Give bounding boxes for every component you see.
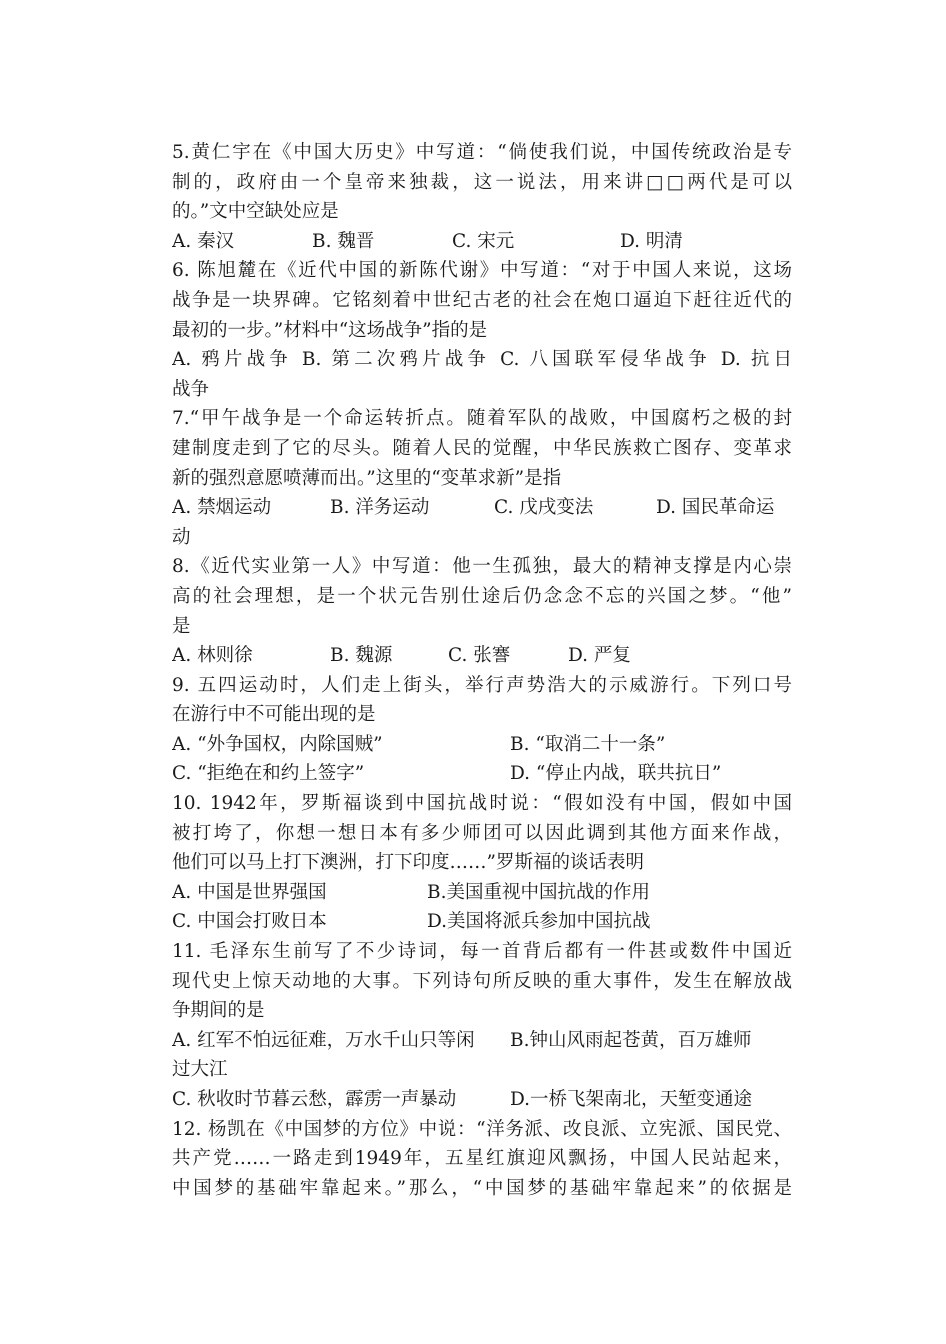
question-stem-line: 制的，政府由一个皇帝来独裁，这一说法，用来讲□□两代是可以: [172, 171, 792, 193]
question-stem-line: 建制度走到了它的尽头。随着人民的觉醒，中华民族救亡图存、变革求: [172, 437, 792, 459]
options-continuation: 过大江: [172, 1059, 228, 1081]
question-stem-line: 中国梦的基础牢靠起来。”那么，“中国梦的基础牢靠起来”的依据是: [172, 1177, 792, 1199]
question-7: [172, 404, 792, 552]
question-10: [172, 789, 792, 937]
question-6: [172, 256, 792, 404]
option-d: D. “停止内战，联共抗日”: [510, 763, 722, 785]
options-row: [172, 730, 792, 760]
question-stem-line: 6. 陈旭麓在《近代中国的新陈代谢》中写道：“对于中国人来说，这场: [172, 260, 792, 282]
option-d: D. 严复: [568, 645, 631, 667]
question-8: [172, 552, 792, 670]
question-stem-line: 被打垮了，你想一想日本有多少师团可以因此调到其他方面来作战，: [172, 822, 792, 844]
question-stem-line: 12. 杨凯在《中国梦的方位》中说：“洋务派、改良派、立宪派、国民党、: [172, 1118, 792, 1140]
option-a: A. “外争国权，内除国贼”: [172, 733, 383, 755]
question-stem-line: 共产党……一路走到1949年，五星红旗迎风飘扬，中国人民站起来，: [172, 1148, 792, 1170]
option-c: C. 戊戌变法: [494, 497, 594, 519]
option-c: C. “拒绝在和约上签字”: [172, 763, 365, 785]
options-row: [172, 878, 792, 908]
option-b: B.美国重视中国抗战的作用: [427, 881, 650, 903]
option-c: C. 中国会打败日本: [172, 911, 327, 933]
question-stem-line: 他们可以马上打下澳洲，打下印度……”罗斯福的谈话表明: [172, 852, 644, 874]
options-row: [172, 1026, 792, 1056]
options-continuation: 动: [172, 526, 191, 548]
option-a: A. 秦汉: [172, 230, 235, 252]
option-d: D. 明清: [620, 230, 683, 252]
option-c: C. 宋元: [452, 230, 515, 252]
question-12: [172, 1115, 792, 1204]
question-stem-line: 最初的一步。”材料中“这场战争”指的是: [172, 319, 488, 341]
option-a: A. 红军不怕远征难，万水千山只等闲: [172, 1029, 475, 1051]
question-stem-line: 高的社会理想，是一个状元告别仕途后仍念念不忘的兴国之梦。“他”: [172, 585, 792, 607]
option-b: B. “取消二十一条”: [510, 733, 666, 755]
options-continuation: 战争: [172, 378, 210, 400]
option-d: D. 国民革命运: [656, 497, 775, 519]
option-a: A. 禁烟运动: [172, 497, 272, 519]
question-11: [172, 937, 792, 1115]
option-b: B. 魏源: [330, 645, 393, 667]
question-stem-line: 战争是一块界碑。它铭刻着中世纪古老的社会在炮口逼迫下赶往近代的: [172, 289, 792, 311]
exam-page: [172, 138, 792, 1203]
option-b: B. 魏晋: [312, 230, 375, 252]
question-stem-line: 9. 五四运动时，人们走上街头，举行声势浩大的示威游行。下列口号: [172, 674, 792, 696]
option-a: A. 林则徐: [172, 645, 253, 667]
options-row: [172, 907, 792, 937]
option-d: D.美国将派兵参加中国抗战: [427, 911, 651, 933]
question-stem-line: 11. 毛泽东生前写了不少诗词，每一首背后都有一件甚或数件中国近: [172, 941, 792, 963]
option-c: C. 秋收时节暮云愁，霹雳一声暴动: [172, 1089, 457, 1110]
option-a: A. 中国是世界强国: [172, 881, 327, 903]
question-stem-line: 新的强烈意愿喷薄而出。”这里的“变革求新”是指: [172, 467, 562, 489]
options-row: [172, 641, 792, 671]
question-stem-line: 的。”文中空缺处应是: [172, 201, 339, 223]
question-5: [172, 138, 792, 256]
question-stem-line: 在游行中不可能出现的是: [172, 704, 376, 726]
options-row: [172, 493, 792, 523]
options-line: A. 鸦片战争 B. 第二次鸦片战争 C. 八国联军侵华战争 D. 抗日: [172, 349, 792, 371]
option-b: B.钟山风雨起苍黄，百万雄师: [510, 1029, 752, 1051]
question-stem-line: 5.黄仁宇在《中国大历史》中写道：“倘使我们说，中国传统政治是专: [172, 142, 792, 163]
question-stem-line: 8.《近代实业第一人》中写道：他一生孤独，最大的精神支撑是内心崇: [172, 556, 792, 578]
question-stem-line: 7.“甲午战争是一个命运转折点。随着军队的战败，中国腐朽之极的封: [172, 408, 792, 430]
question-stem-line: 现代史上惊天动地的大事。下列诗句所反映的重大事件，发生在解放战: [172, 970, 792, 992]
options-row: [172, 759, 792, 789]
options-row: [172, 227, 792, 257]
question-stem-line: 10. 1942年，罗斯福谈到中国抗战时说：“假如没有中国，假如中国: [172, 793, 792, 815]
option-c: C. 张謇: [448, 645, 511, 667]
question-stem-line: 是: [172, 615, 191, 637]
option-d: D.一桥飞架南北，天堑变通途: [510, 1089, 753, 1110]
option-b: B. 洋务运动: [330, 497, 430, 519]
question-stem-line: 争期间的是: [172, 1000, 265, 1022]
options-row: [172, 1085, 792, 1115]
question-9: [172, 671, 792, 789]
